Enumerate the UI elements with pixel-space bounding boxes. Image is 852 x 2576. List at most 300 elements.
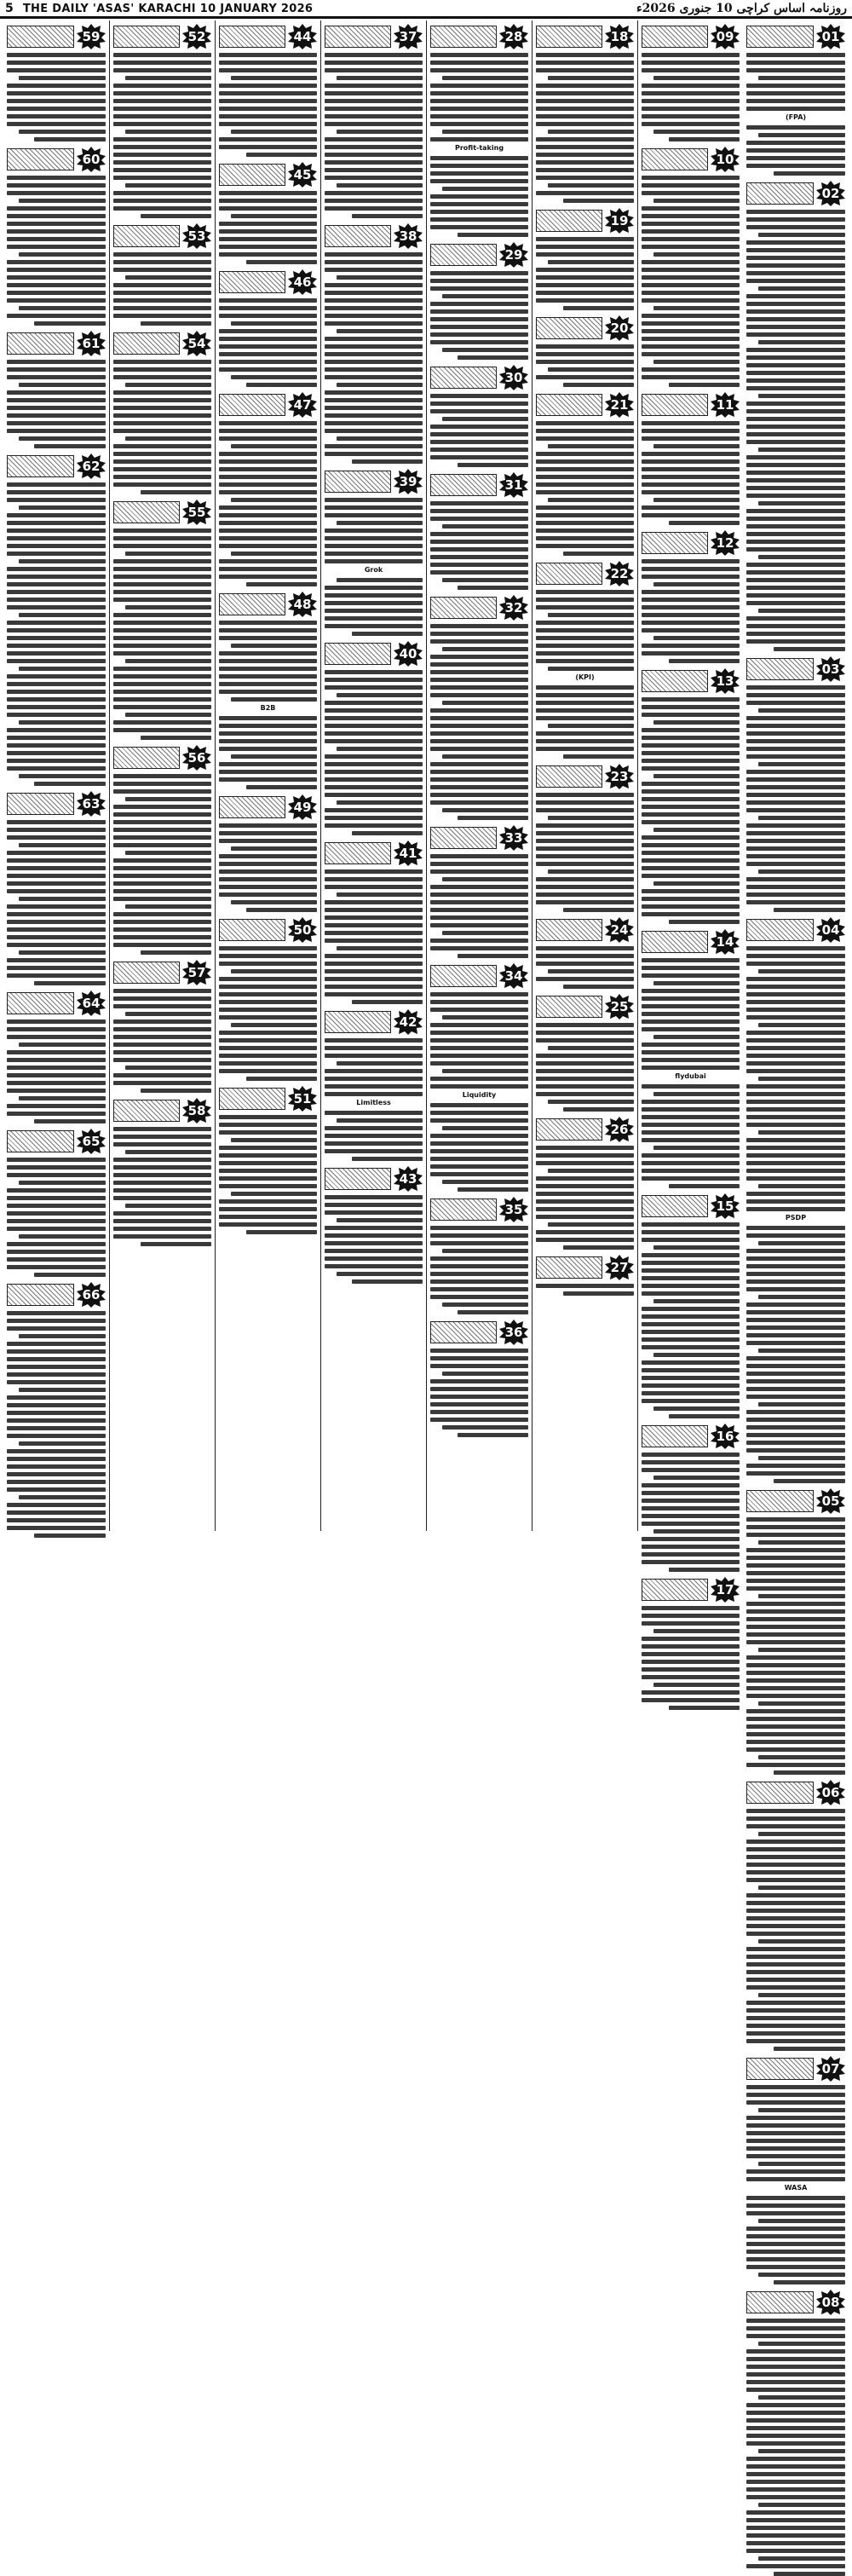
text-line xyxy=(536,421,634,425)
text-line xyxy=(746,846,845,851)
text-line xyxy=(536,1077,634,1081)
text-line xyxy=(113,889,211,893)
text-line xyxy=(442,1249,528,1253)
column-8 xyxy=(3,20,109,1531)
text-line xyxy=(325,1111,423,1115)
text-line xyxy=(758,2556,845,2561)
text-line xyxy=(219,306,317,310)
text-line xyxy=(219,636,317,640)
text-line xyxy=(430,624,528,628)
text-line xyxy=(642,1698,740,1702)
text-line xyxy=(141,214,211,218)
text-line xyxy=(642,1314,740,1319)
text-line xyxy=(430,122,528,126)
text-line xyxy=(219,314,317,318)
text-line xyxy=(430,1046,528,1050)
text-line xyxy=(746,1326,845,1330)
text-line xyxy=(246,582,317,586)
text-line xyxy=(642,1552,740,1557)
text-line xyxy=(19,130,106,134)
text-line xyxy=(113,590,211,594)
text-line xyxy=(113,935,211,939)
text-line xyxy=(746,2039,845,2043)
text-line xyxy=(642,421,740,425)
text-line xyxy=(746,1870,845,1874)
text-line xyxy=(746,2541,845,2545)
text-line xyxy=(430,900,528,904)
story-17 xyxy=(642,1577,740,1710)
text-line xyxy=(113,482,211,487)
text-line xyxy=(430,1111,528,1115)
text-line xyxy=(219,513,317,517)
text-line xyxy=(325,99,423,103)
story-number-badge xyxy=(499,1320,528,1345)
text-line xyxy=(746,2372,845,2377)
text-line xyxy=(758,286,845,291)
story-49 xyxy=(219,794,317,912)
text-line xyxy=(7,866,106,870)
text-line xyxy=(548,260,634,264)
text-line xyxy=(746,2464,845,2469)
text-line xyxy=(219,854,317,858)
text-line xyxy=(746,348,845,352)
story-31 xyxy=(430,472,528,590)
headline-placeholder xyxy=(536,919,602,941)
text-line xyxy=(325,915,423,920)
text-line xyxy=(352,214,423,218)
text-line xyxy=(430,1264,528,1268)
text-line xyxy=(536,1161,634,1165)
text-line xyxy=(746,570,845,575)
text-line xyxy=(642,1660,740,1664)
text-line xyxy=(746,1970,845,1974)
text-line xyxy=(536,946,634,950)
text-line xyxy=(219,107,317,111)
text-line xyxy=(536,1069,634,1073)
text-line xyxy=(7,820,106,824)
headline-placeholder xyxy=(325,643,391,665)
story-54 xyxy=(113,331,211,494)
text-line xyxy=(7,874,106,878)
text-line xyxy=(7,429,106,433)
text-line xyxy=(746,325,845,329)
text-line xyxy=(219,946,317,950)
headline-placeholder xyxy=(113,747,180,769)
text-line xyxy=(746,1763,845,1767)
text-line xyxy=(746,363,845,367)
text-line xyxy=(113,467,211,471)
text-line xyxy=(746,1092,845,1096)
story-number: 04 xyxy=(821,922,840,938)
text-line xyxy=(113,835,211,840)
text-line xyxy=(325,559,423,563)
text-line xyxy=(536,823,634,828)
text-line xyxy=(642,1399,740,1403)
text-line xyxy=(642,567,740,571)
text-line xyxy=(430,309,528,314)
text-line xyxy=(746,1356,845,1360)
story-number-badge xyxy=(711,530,740,556)
text-line xyxy=(219,536,317,540)
text-line xyxy=(746,1962,845,1967)
text-line xyxy=(430,770,528,774)
text-line xyxy=(536,954,634,958)
text-line xyxy=(746,593,845,598)
text-line xyxy=(219,1015,317,1019)
text-line xyxy=(563,1245,634,1250)
text-line xyxy=(746,2146,845,2151)
story-number: 37 xyxy=(399,29,417,44)
text-line xyxy=(113,260,211,264)
text-line xyxy=(642,1169,740,1173)
text-line xyxy=(7,1104,106,1108)
text-line xyxy=(125,76,211,80)
text-line xyxy=(746,2480,845,2484)
text-line xyxy=(325,816,423,820)
text-line xyxy=(7,1242,106,1246)
text-line xyxy=(642,459,740,464)
text-line xyxy=(758,969,845,973)
text-line xyxy=(642,1522,740,1526)
story-number-badge xyxy=(182,500,211,525)
story-number-badge xyxy=(288,24,317,49)
text-line xyxy=(536,1054,634,1058)
text-line xyxy=(113,567,211,571)
text-line xyxy=(325,754,423,759)
text-line xyxy=(746,808,845,812)
text-line xyxy=(231,214,317,218)
text-line xyxy=(548,613,634,617)
text-line xyxy=(642,1453,740,1457)
text-line xyxy=(642,183,740,188)
story-number: 66 xyxy=(82,1287,101,1302)
text-line xyxy=(548,724,634,728)
text-line xyxy=(746,1054,845,1058)
text-line xyxy=(642,61,740,65)
text-line xyxy=(430,455,528,459)
text-line xyxy=(113,828,211,832)
text-line xyxy=(746,547,845,552)
story-number: 46 xyxy=(293,274,312,290)
text-line xyxy=(746,1863,845,1867)
text-line xyxy=(430,164,528,168)
text-line xyxy=(19,252,106,257)
text-line xyxy=(113,84,211,88)
text-line xyxy=(19,1441,106,1446)
story-66 xyxy=(7,1282,106,1538)
story-number-badge xyxy=(394,840,423,866)
text-line xyxy=(430,762,528,766)
text-line xyxy=(430,217,528,222)
story-number: 19 xyxy=(610,213,629,228)
text-line xyxy=(325,145,423,149)
text-line xyxy=(352,459,423,464)
text-line xyxy=(536,621,634,625)
text-line xyxy=(758,1832,845,1836)
text-line xyxy=(642,1153,740,1158)
text-line xyxy=(758,340,845,344)
text-line xyxy=(536,375,634,379)
text-line xyxy=(536,1061,634,1066)
text-line xyxy=(746,1107,845,1112)
headline-placeholder xyxy=(113,225,180,247)
text-line xyxy=(642,375,740,379)
text-line xyxy=(219,99,317,103)
text-line xyxy=(125,275,211,280)
text-line xyxy=(758,76,845,80)
text-line xyxy=(642,53,740,57)
text-line xyxy=(746,1069,845,1073)
text-line xyxy=(774,647,845,651)
text-line xyxy=(19,559,106,563)
text-line xyxy=(746,2441,845,2446)
text-line xyxy=(746,800,845,805)
text-line xyxy=(746,2380,845,2384)
headline-placeholder xyxy=(746,2058,814,2080)
story-19 xyxy=(536,208,634,310)
text-line xyxy=(325,206,423,211)
text-line xyxy=(669,1568,740,1572)
text-line xyxy=(337,1272,423,1276)
text-line xyxy=(325,869,423,874)
text-line xyxy=(653,306,740,310)
text-line xyxy=(746,2116,845,2120)
text-line xyxy=(548,667,634,671)
text-line xyxy=(113,598,211,602)
story-number: 32 xyxy=(504,600,523,615)
text-line xyxy=(7,1319,106,1323)
text-line xyxy=(642,237,740,241)
text-line xyxy=(642,222,740,226)
text-line xyxy=(536,482,634,487)
text-line xyxy=(7,91,106,95)
story-number: 60 xyxy=(82,152,101,167)
text-line xyxy=(113,636,211,640)
text-line xyxy=(113,107,211,111)
text-line xyxy=(34,321,106,326)
story-number-badge xyxy=(288,162,317,188)
text-line xyxy=(746,2487,845,2492)
text-line xyxy=(125,383,211,387)
text-line xyxy=(642,598,740,602)
text-line xyxy=(642,1230,740,1234)
story-number: 56 xyxy=(187,750,206,765)
text-line xyxy=(536,1215,634,1219)
text-line xyxy=(746,1617,845,1621)
text-line xyxy=(430,862,528,866)
column-7 xyxy=(109,20,215,1531)
text-line xyxy=(19,613,106,617)
text-line xyxy=(536,1192,634,1196)
text-line xyxy=(113,475,211,479)
text-line xyxy=(337,329,423,333)
text-line xyxy=(458,816,528,820)
text-line xyxy=(113,206,211,211)
text-line xyxy=(325,68,423,72)
text-line xyxy=(7,528,106,533)
text-line xyxy=(536,628,634,632)
text-line xyxy=(7,567,106,571)
text-line xyxy=(430,555,528,559)
text-line xyxy=(325,808,423,812)
text-line xyxy=(746,1816,845,1821)
story-number: 01 xyxy=(821,29,840,44)
text-line xyxy=(642,889,740,893)
text-line xyxy=(219,628,317,632)
text-line xyxy=(125,1150,211,1154)
text-line xyxy=(746,509,845,513)
text-line xyxy=(746,1824,845,1828)
headline-placeholder xyxy=(642,394,708,416)
story-number-badge xyxy=(711,929,740,955)
text-line xyxy=(113,920,211,924)
text-line xyxy=(219,1130,317,1135)
text-line xyxy=(642,789,740,794)
text-line xyxy=(536,651,634,656)
text-line xyxy=(7,628,106,632)
text-line xyxy=(642,805,740,809)
text-line xyxy=(113,874,211,878)
story-16 xyxy=(642,1424,740,1572)
text-line xyxy=(536,53,634,57)
text-line xyxy=(548,183,634,188)
text-line xyxy=(325,985,423,989)
text-line xyxy=(642,820,740,824)
text-line xyxy=(7,406,106,410)
text-line xyxy=(7,1050,106,1054)
text-line xyxy=(125,797,211,801)
text-line xyxy=(7,1211,106,1216)
text-line xyxy=(774,2047,845,2051)
text-line xyxy=(746,793,845,797)
text-line xyxy=(219,1031,317,1035)
text-line xyxy=(746,1717,845,1721)
story-number: 07 xyxy=(821,2061,840,2076)
text-line xyxy=(536,693,634,697)
text-line xyxy=(430,99,528,103)
text-line xyxy=(113,644,211,648)
text-line xyxy=(7,1204,106,1208)
text-line xyxy=(113,1073,211,1077)
text-line xyxy=(325,770,423,774)
text-line xyxy=(746,1655,845,1660)
story-44 xyxy=(219,24,317,157)
text-line xyxy=(219,344,317,349)
story-45 xyxy=(219,162,317,264)
story-number: 08 xyxy=(821,2295,840,2310)
text-line xyxy=(7,1342,106,1346)
text-line xyxy=(113,820,211,824)
headline-placeholder xyxy=(430,1321,497,1343)
text-line xyxy=(7,375,106,379)
text-line xyxy=(746,1008,845,1012)
headline-placeholder xyxy=(536,26,602,48)
story-number: 26 xyxy=(610,1122,629,1137)
text-line xyxy=(325,1241,423,1245)
text-line xyxy=(19,505,106,510)
story-08 xyxy=(746,2290,845,2576)
text-line xyxy=(7,1188,106,1193)
text-line xyxy=(746,1287,845,1291)
story-number-badge xyxy=(77,991,106,1016)
text-line xyxy=(430,731,528,736)
text-line xyxy=(746,1694,845,1698)
text-line xyxy=(746,141,845,145)
text-line xyxy=(325,283,423,287)
text-line xyxy=(642,321,740,326)
headline-placeholder xyxy=(325,1011,391,1033)
text-line xyxy=(746,1372,845,1376)
text-line xyxy=(746,1947,845,1951)
text-line xyxy=(7,728,106,732)
text-line xyxy=(113,268,211,272)
text-line xyxy=(746,401,845,406)
text-line xyxy=(746,1084,845,1089)
text-line xyxy=(642,107,740,111)
text-line xyxy=(430,708,528,713)
text-line xyxy=(430,401,528,406)
text-line xyxy=(758,1540,845,1545)
text-line xyxy=(219,1153,317,1158)
text-line xyxy=(430,432,528,436)
text-line xyxy=(7,705,106,709)
text-line xyxy=(231,76,317,80)
text-line xyxy=(642,329,740,333)
text-line xyxy=(246,1230,317,1234)
text-line xyxy=(746,294,845,298)
story-number-badge xyxy=(605,561,634,586)
text-line xyxy=(325,406,423,410)
story-number-badge xyxy=(816,656,845,682)
text-line xyxy=(430,1157,528,1161)
text-line xyxy=(653,981,740,985)
text-line xyxy=(536,708,634,713)
text-line xyxy=(653,1683,740,1687)
text-line xyxy=(325,306,423,310)
text-line xyxy=(430,332,528,337)
text-line xyxy=(113,1211,211,1216)
text-line xyxy=(325,375,423,379)
text-line xyxy=(7,713,106,717)
story-number: 57 xyxy=(187,965,206,980)
text-line xyxy=(430,1077,528,1081)
text-line xyxy=(113,1019,211,1024)
story-number: 63 xyxy=(82,796,101,811)
text-line xyxy=(7,927,106,932)
text-line xyxy=(7,544,106,548)
text-line xyxy=(430,885,528,889)
text-line xyxy=(113,1234,211,1239)
text-line xyxy=(325,609,423,613)
text-line xyxy=(758,609,845,613)
text-line xyxy=(642,728,740,732)
text-line xyxy=(758,762,845,766)
text-line xyxy=(113,843,211,847)
story-number: 54 xyxy=(187,336,206,351)
text-line xyxy=(7,421,106,425)
text-line xyxy=(746,1138,845,1142)
text-line xyxy=(430,785,528,789)
story-number-badge xyxy=(77,791,106,817)
column-3 xyxy=(532,20,637,1531)
text-line xyxy=(113,168,211,172)
text-line xyxy=(746,2349,845,2354)
text-line xyxy=(774,1479,845,1483)
english-title: THE DAILY 'ASAS' KARACHI 10 JANUARY 2026 xyxy=(22,2,314,15)
text-line xyxy=(642,1506,740,1510)
story-37 xyxy=(325,24,423,218)
text-line xyxy=(430,1356,528,1360)
